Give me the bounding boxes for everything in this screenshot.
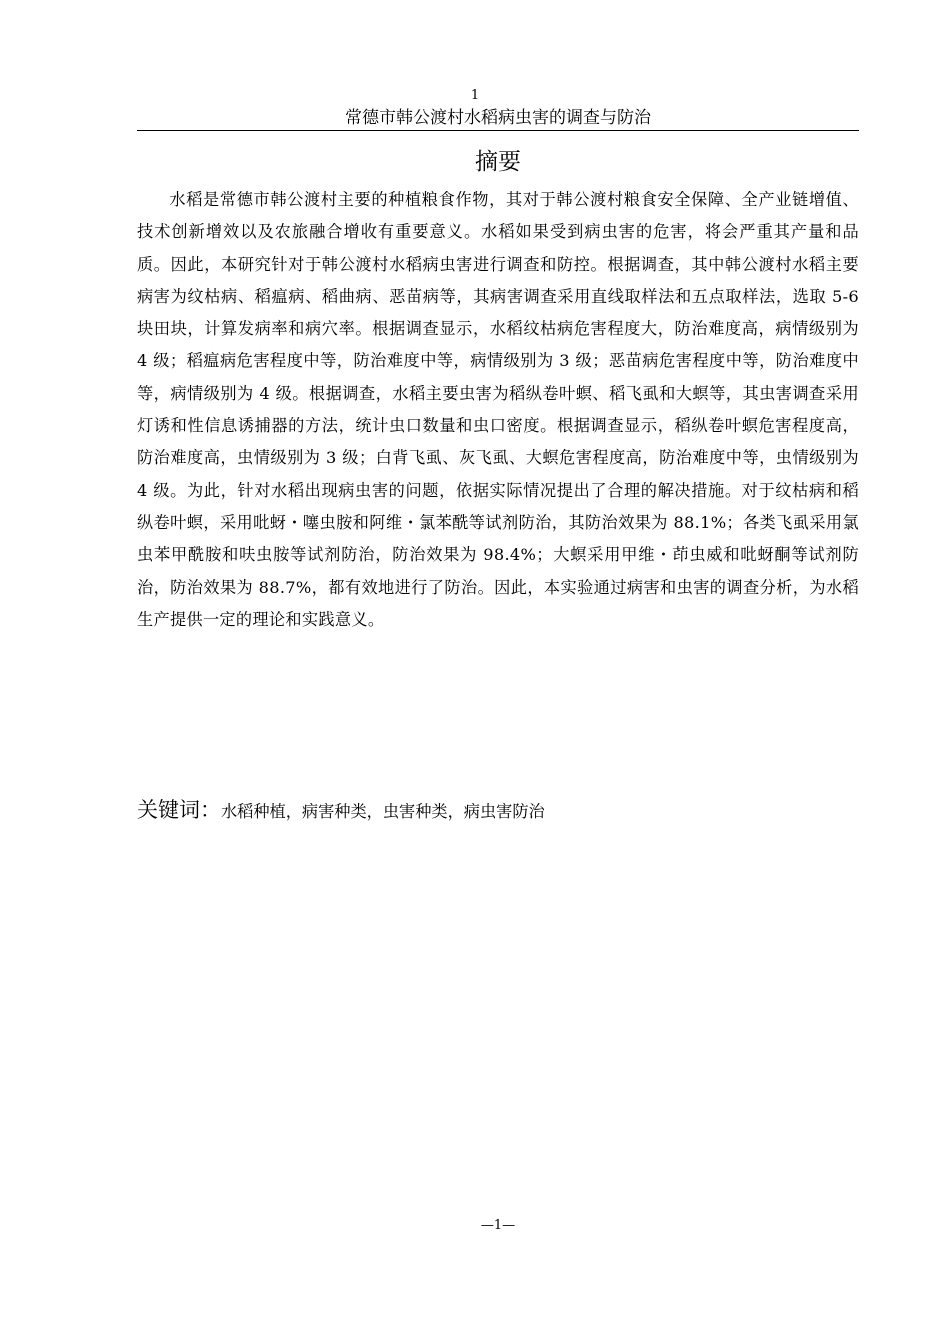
abstract-heading: 摘要 [475, 149, 521, 175]
keywords-label: 关键词： [137, 798, 221, 822]
keywords-text: 水稻种植，病害种类，虫害种类，病虫害防治 [221, 802, 545, 821]
abstract-paragraph: 水稻是常德市韩公渡村主要的种植粮食作物，其对于韩公渡村粮食安全保障、全产业链增值、技术创新增效以及农旅融合增收有重要意义。水稻如果受到病虫害的危害，将会严重其产量和品质。因此，本研究针对于韩公渡村水稻病虫害进行调查和防控。根据调查，其中韩公渡村水稻主要病害为纹枯病、稻瘟病、稻曲病、恶苗病等，其病害调查采用直线取样法和五点取样法，选取 5-6 块田块，计算发病率和病穴率。根据调查显示，水稻纹枯病危害程度大，防治难度高，病情级别为 4 级；稻瘟病危害程度中等，防治难度中等，病情级别为 3 级；恶苗病危害程度中等，防治难度中等，病情级别为 4 级。根据调查，水稻主要虫害为稻纵卷叶螟、稻飞虱和大螟等，其虫害调查采用灯诱和性信息诱捕器的方法，统计虫口数量和虫口密度。根据调查显示，稻纵卷叶螟危害程度高，防治难度高，虫情级别为 3 级；白背飞虱、灰飞虱、大螟危害程度高，防治难度中等，虫情级别为 4 级。为此，针对水稻出现病虫害的问题，依据实际情况提出了合理的解决措施。对于纹枯病和稻纵卷叶螟，采用吡蚜・噻虫胺和阿维・氯苯酰等试剂防治，其防治效果为 88.1%；各类飞虱采用氯虫苯甲酰胺和呋虫胺等试剂防治，防治效果为 98.4%；大螟采用甲维・茚虫威和吡蚜酮等试剂防治，防治效果为 88.7%，都有效地进行了防治。因此，本实验通过病害和虫害的调查分析，为水稻生产提供一定的理论和实践意义。 [137, 190, 859, 629]
footer-page-number: —1— [480, 1218, 516, 1233]
keywords-line [137, 792, 859, 830]
header-divider [137, 130, 859, 131]
running-header-title: 常德市韩公渡村水稻病虫害的调查与防治 [345, 108, 651, 128]
header-page-number: 1 [470, 88, 480, 103]
